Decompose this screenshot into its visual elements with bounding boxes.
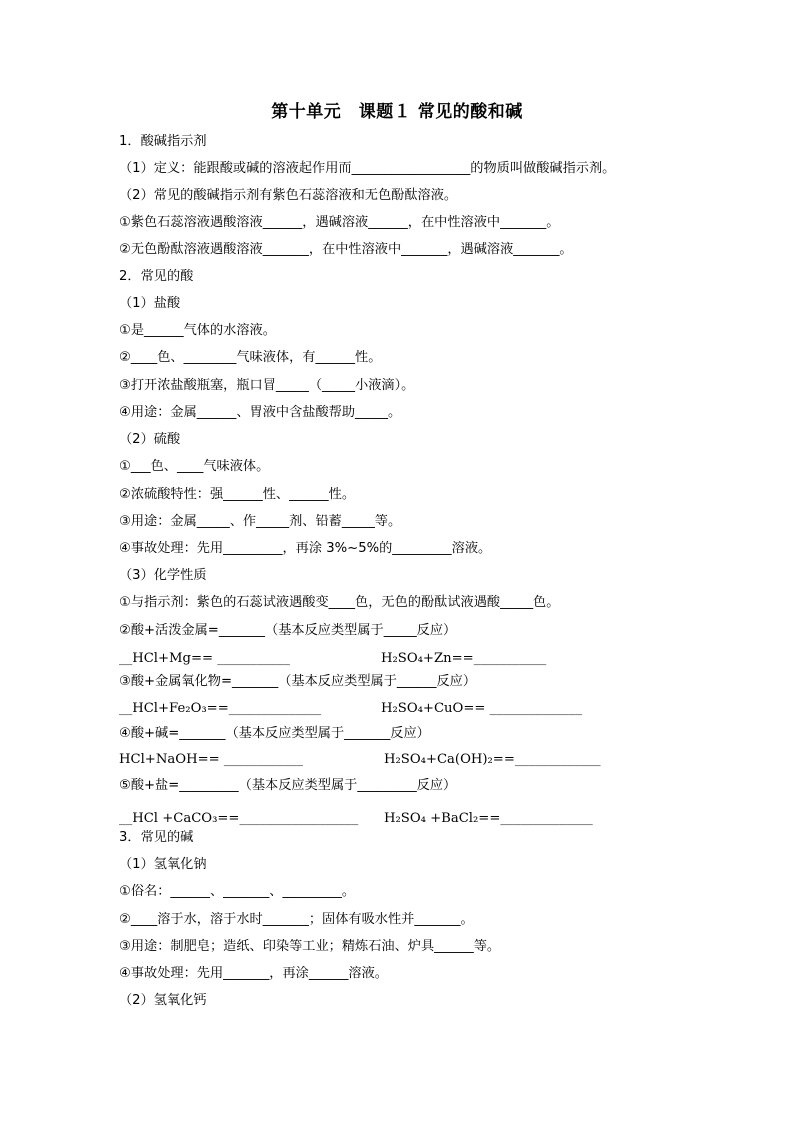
text-line: ②无色酚酞溶液遇酸溶液_______，在中性溶液中_______，遇碱溶液_______。 bbox=[119, 242, 573, 257]
subsection-heading: （2）硫酸 bbox=[119, 432, 181, 447]
equation-right: H₂SO₄+Ca(OH)₂==_____________ bbox=[384, 752, 601, 767]
equation-right: H₂SO₄ +BaCl₂==______________ bbox=[384, 811, 593, 826]
subsection-heading: （1）盐酸 bbox=[119, 296, 181, 311]
text-line: ③酸+金属氧化物=_______（基本反应类型属于______反应） bbox=[119, 674, 477, 689]
text-line: ④酸+碱=_______（基本反应类型属于_______反应） bbox=[119, 726, 430, 741]
text-line: ①是______气体的水溶液。 bbox=[119, 323, 276, 338]
text-line: ①___色、____气味液体。 bbox=[119, 459, 270, 474]
section-heading: 3．常见的碱 bbox=[119, 830, 194, 845]
equation-left: HCl+NaOH== ____________ bbox=[119, 752, 303, 767]
text-line: （1）定义：能跟酸或碱的溶液起作用而__________________的物质叫做酸碱指示剂。 bbox=[119, 161, 616, 176]
equation-right: H₂SO₄+Zn==___________ bbox=[381, 651, 547, 666]
equation-left: __HCl+Mg== ___________ bbox=[119, 651, 290, 666]
text-line: ②浓硫酸特性：强______性、______性。 bbox=[119, 487, 356, 502]
text-line: ②____色、________气味液体，有______性。 bbox=[119, 350, 382, 365]
section-heading: 1．酸碱指示剂 bbox=[119, 134, 207, 149]
text-line: ①与指示剂：紫色的石蕊试液遇酸变____色，无色的酚酞试液遇酸_____色。 bbox=[119, 595, 560, 610]
text-line: ②____溶于水，溶于水时_______；固体有吸水性并_______。 bbox=[119, 912, 474, 927]
section-heading: 2．常见的酸 bbox=[119, 269, 194, 284]
page-title: 第十单元 课题１ 常见的酸和碱 bbox=[271, 102, 523, 122]
text-line: ②酸+活泼金属=_______（基本反应类型属于_____反应） bbox=[119, 623, 457, 638]
text-line: ③打开浓盐酸瓶塞，瓶口冒_____（_____小液滴）。 bbox=[119, 378, 415, 393]
text-line: ④事故处理：先用_______，再涂______溶液。 bbox=[119, 966, 388, 981]
subsection-heading: （1）氢氧化钠 bbox=[119, 857, 207, 872]
text-line: ①俗名：______、_______、_________。 bbox=[119, 884, 356, 899]
subsection-heading: （3）化学性质 bbox=[119, 568, 207, 583]
equation-left: __HCl+Fe₂O₃==______________ bbox=[119, 701, 322, 716]
text-line: ③用途：制肥皂；造纸、印染等工业；精炼石油、炉具______等。 bbox=[119, 939, 501, 954]
text-line: ③用途：金属_____、作_____剂、铅蓄_____等。 bbox=[119, 514, 402, 529]
equation-right: H₂SO₄+CuO== ______________ bbox=[381, 701, 582, 716]
text-line: ④事故处理：先用_________，再涂 3%~5%的_________溶液。 bbox=[119, 541, 492, 556]
equation-left: __HCl +CaCO₃==__________________ bbox=[119, 811, 359, 826]
text-line: ①紫色石蕊溶液遇酸溶液______，遇碱溶液______，在中性溶液中_______。 bbox=[119, 215, 560, 230]
text-line: ④用途：金属______、胃液中含盐酸帮助_____。 bbox=[119, 405, 402, 420]
subsection-heading: （2）氢氧化钙 bbox=[119, 993, 207, 1008]
text-line: ⑤酸+盐=_________（基本反应类型属于_________反应） bbox=[119, 778, 457, 793]
text-line: （2）常见的酸碱指示剂有紫色石蕊溶液和无色酚酞溶液。 bbox=[119, 188, 458, 203]
